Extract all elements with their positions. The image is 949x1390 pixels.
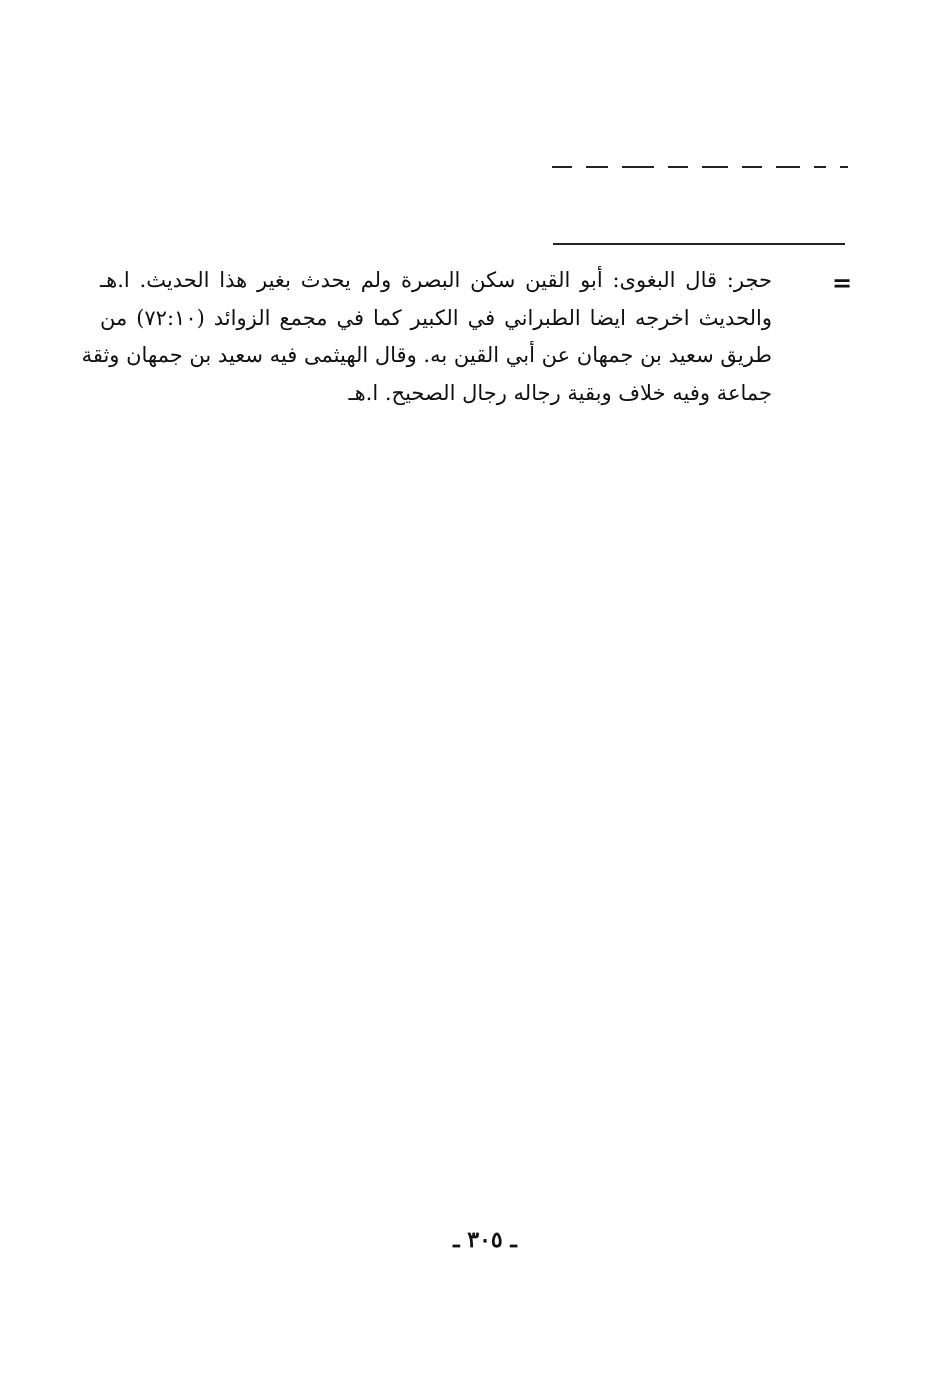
dash-segment bbox=[814, 166, 826, 168]
dash-segment bbox=[840, 166, 848, 168]
dash-segment bbox=[586, 166, 608, 168]
dash-segment bbox=[702, 166, 728, 168]
footnote-line: حجر: قال البغوى: أبو القين سكن البصرة ولم يحدث بغير هذا الحديث. ا.هـ bbox=[100, 268, 772, 292]
dash-segment bbox=[552, 166, 572, 168]
page-number: ـ ٣٠٥ ـ bbox=[453, 1227, 517, 1253]
dash-segment bbox=[668, 166, 688, 168]
footnote-line: والحديث اخرجه ايضا الطبراني في الكبير كما في مجمع الزوائد (٧٢:١٠) من bbox=[100, 305, 772, 330]
continuation-mark: = bbox=[832, 268, 853, 297]
dash-segment bbox=[776, 166, 800, 168]
footnote-line: طريق سعيد بن جمهان عن أبي القين به. وقال الهيثمى فيه سعيد بن جمهان وثقة bbox=[81, 343, 772, 367]
dash-segment bbox=[622, 166, 654, 168]
footnote-text bbox=[81, 262, 772, 412]
footnote-line: جماعة وفيه خلاف وبقية رجاله رجال الصحيح. ا.هـ bbox=[348, 380, 772, 405]
footnote-separator bbox=[553, 243, 845, 245]
dashed-rule bbox=[552, 166, 848, 168]
dash-segment bbox=[742, 166, 762, 168]
